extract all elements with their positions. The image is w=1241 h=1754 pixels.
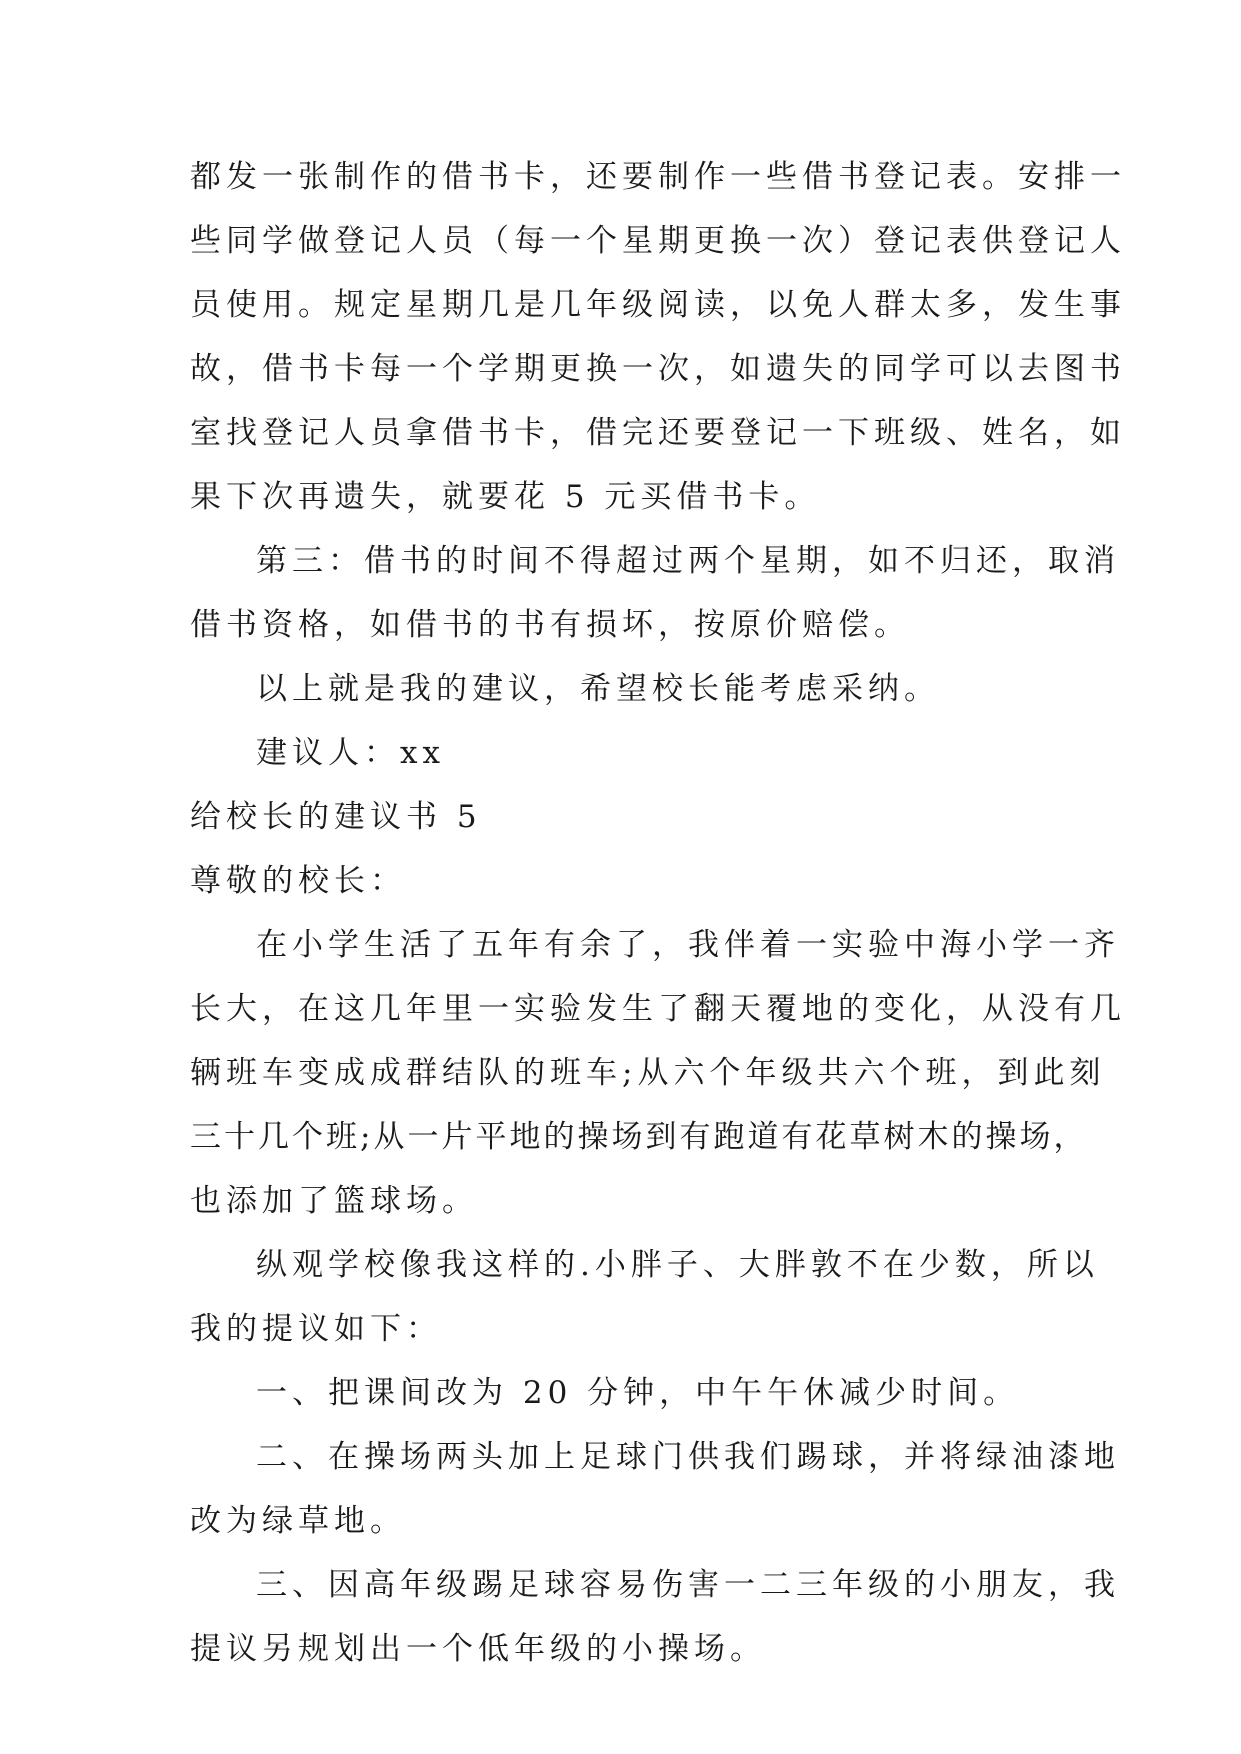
text-line: 我的提议如下： (190, 1311, 442, 1347)
section-title: 给校长的建议书 5 (190, 799, 482, 835)
paragraph-line: 纵观学校像我这样的.小胖子、大胖敦不在少数，所以 (256, 1247, 1099, 1283)
text-line: 都发一张制作的借书卡，还要制作一些借书登记表。安排一 (190, 159, 1126, 195)
text-line: 提议另规划出一个低年级的小操场。 (190, 1631, 766, 1667)
signature-line: 建议人：xx (256, 735, 445, 771)
text-line: 也添加了篮球场。 (190, 1183, 478, 1219)
text-line: 借书资格，如借书的书有损坏，按原价赔偿。 (190, 607, 910, 643)
salutation: 尊敬的校长： (190, 863, 406, 899)
text-line: 员使用。规定星期几是几年级阅读，以免人群太多，发生事 (190, 287, 1126, 323)
paragraph-line: 以上就是我的建议，希望校长能考虑采纳。 (256, 671, 940, 707)
text-line: 些同学做登记人员（每一个星期更换一次）登记表供登记人 (190, 223, 1126, 259)
text-line: 故，借书卡每一个学期更换一次，如遗失的同学可以去图书 (190, 351, 1126, 387)
text-line: 辆班车变成成群结队的班车;从六个年级共六个班，到此刻 (190, 1055, 1106, 1091)
list-item: 二、在操场两头加上足球门供我们踢球，并将绿油漆地 (256, 1439, 1120, 1475)
text-line: 改为绿草地。 (190, 1503, 406, 1539)
text-line: 长大，在这几年里一实验发生了翻天覆地的变化，从没有几 (190, 991, 1126, 1027)
paragraph-line: 第三：借书的时间不得超过两个星期，如不归还，取消 (256, 543, 1120, 579)
paragraph-line: 在小学生活了五年有余了，我伴着一实验中海小学一齐 (256, 927, 1120, 963)
text-line: 室找登记人员拿借书卡，借完还要登记一下班级、姓名，如 (190, 415, 1126, 451)
list-item: 一、把课间改为 20 分钟，中午午休减少时间。 (256, 1375, 1020, 1411)
list-item: 三、因高年级踢足球容易伤害一二三年级的小朋友，我 (256, 1567, 1120, 1603)
text-line: 三十几个班;从一片平地的操场到有跑道有花草树木的操场， (190, 1119, 1088, 1155)
text-line: 果下次再遗失，就要花 5 元买借书卡。 (190, 479, 821, 515)
document-page (190, 145, 1126, 1681)
